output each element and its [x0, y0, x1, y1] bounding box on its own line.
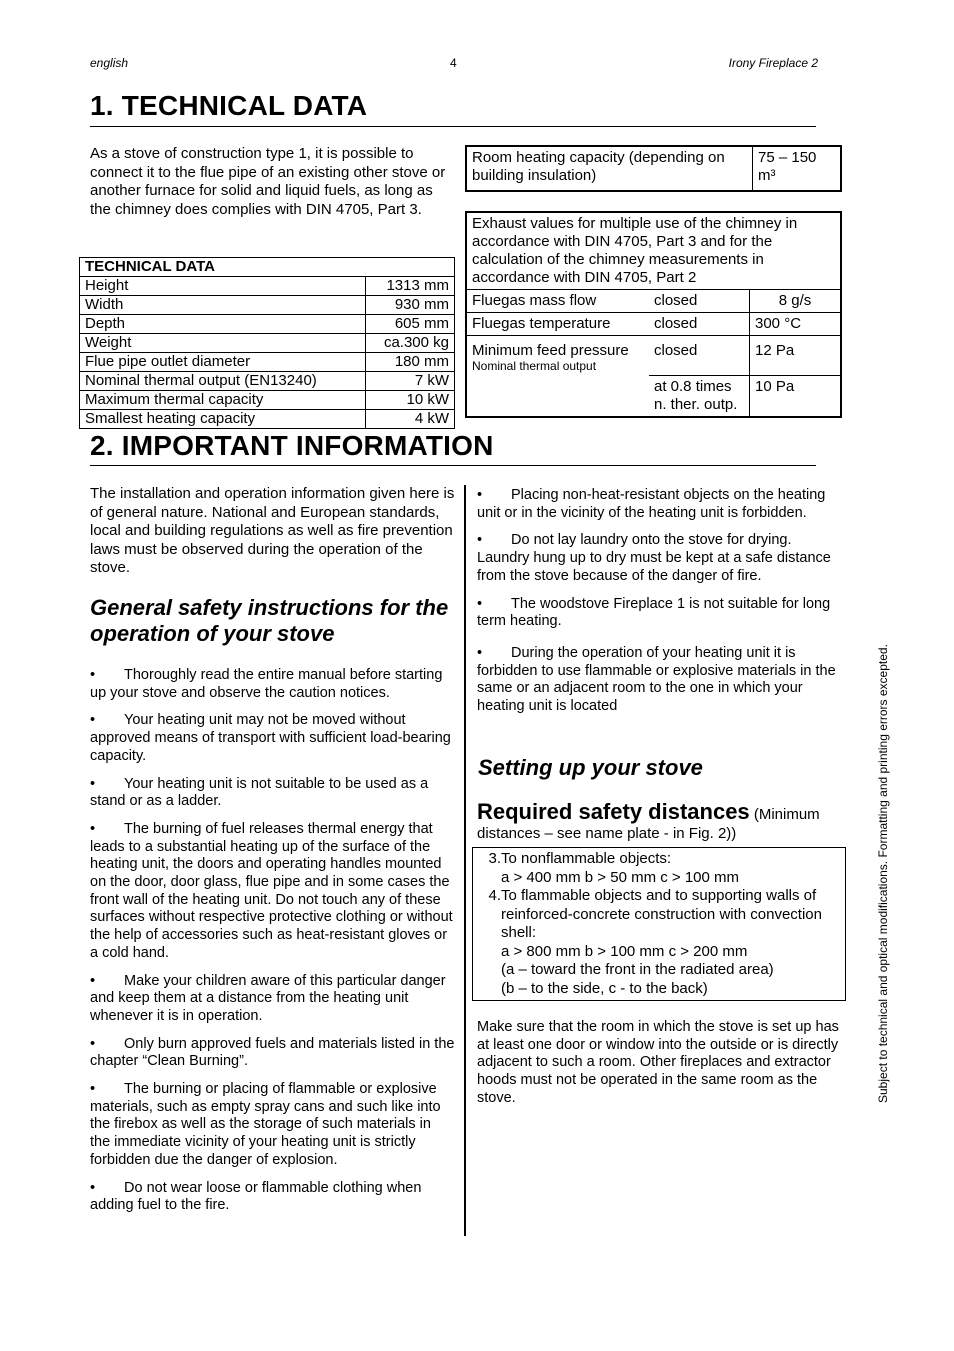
table-row	[80, 315, 455, 334]
distances-heading-block	[477, 799, 842, 843]
exhaust-header: Exhaust values for multiple use of the chimney in accordance with DIN 4705, Part 3 and for the calculation of the chimney measurements in accordance with DIN 4705, Part 2	[466, 212, 841, 290]
list-item-text: Only burn approved fuels and materials listed in the chapter “Clean Burning”.	[90, 1035, 455, 1070]
list-item-text: The woodstove Fireplace 1 is not suitable for long term heating.	[477, 595, 831, 630]
list-item	[90, 1036, 455, 1071]
list-item	[90, 973, 455, 1026]
row-value: 180 mm	[365, 353, 454, 372]
safety-instructions-heading: General safety instructions for the operation of your stove	[90, 595, 449, 646]
distances-heading: Required safety distances	[477, 799, 750, 824]
table-row	[80, 410, 455, 429]
section-2-rule	[90, 465, 816, 466]
side-disclaimer: Subject to technical and optical modifications. Formatting and printing errors excepted.	[876, 644, 890, 1103]
distance-number: 4.	[488, 887, 501, 904]
list-item	[90, 776, 455, 811]
bullet-icon: •	[90, 712, 96, 729]
room-heating-table	[465, 145, 842, 192]
row-value: 10 kW	[365, 391, 454, 410]
exhaust-values-table	[465, 211, 842, 418]
list-item	[473, 850, 845, 887]
setup-heading: Setting up your stove	[478, 755, 703, 780]
list-item	[90, 712, 455, 765]
row-label: Flue pipe outlet diameter	[80, 353, 366, 372]
table-row	[466, 336, 841, 376]
table-row	[80, 334, 455, 353]
row-label: Maximum thermal capacity	[80, 391, 366, 410]
distances-box	[472, 847, 846, 1001]
row-value: 7 kW	[365, 372, 454, 391]
exhaust-condition: closed	[649, 290, 750, 313]
list-item-text: Do not lay laundry onto the stove for drying. Laundry hung up to dry must be kept at a safe distance from the stove because of the danger of fire.	[477, 532, 831, 584]
distance-line: To flammable objects and to supporting walls of reinforced-concrete construction with convection shell:	[501, 887, 822, 941]
technical-data-table	[79, 257, 455, 429]
bullet-icon: •	[477, 487, 483, 503]
list-item-text: Thoroughly read the entire manual before starting up your stove and observe the caution notices.	[90, 667, 443, 701]
section-1-intro: As a stove of construction type 1, it is possible to connect it to the flue pipe of an existing other stove or another furnace for solid and liquid fuels, as long as the chimney does complies with DIN 4705, Part 3.	[90, 145, 446, 218]
list-item	[477, 596, 839, 631]
exhaust-value: 10 Pa	[755, 377, 795, 395]
list-item-text: The burning or placing of flammable or explosive materials, such as empty spray cans and such like into the firebox as well as the storage of such materials in the immediate vicinity of your heating unit is strictly forbidden due the danger of explosion.	[90, 1081, 441, 1168]
row-value: ca.300 kg	[365, 334, 454, 353]
row-value: 4 kW	[365, 410, 454, 429]
list-item-text: Your heating unit is not suitable to be used as a stand or as a ladder.	[90, 775, 429, 810]
row-value: 930 mm	[365, 296, 454, 315]
row-label: Nominal thermal output (EN13240)	[80, 372, 366, 391]
bullet-icon: •	[90, 1035, 96, 1052]
table-row	[80, 353, 455, 372]
bullet-icon: •	[90, 972, 96, 989]
list-item	[477, 532, 839, 585]
section-1-rule	[90, 126, 816, 127]
header-page-number: 4	[450, 56, 457, 70]
exhaust-value: 300 °C	[750, 313, 842, 336]
section-2-intro: The installation and operation information given here is of general nature. National and European standards, local and building regulations as well as fire prevention laws must be observed during the operation of the stove.	[90, 485, 455, 576]
distance-number: 3.	[488, 850, 501, 867]
distance-line: a > 400 mm b > 50 mm c > 100 mm	[501, 868, 740, 886]
exhaust-condition: closed	[649, 336, 750, 376]
bullet-icon: •	[477, 644, 483, 661]
distances-note: (Minimum distances – see name plate - in Fig. 2))	[477, 806, 820, 842]
table-row	[80, 391, 455, 410]
list-item	[473, 887, 845, 998]
bullet-icon: •	[90, 1179, 96, 1196]
list-item-text: The burning of fuel releases thermal energy that leads to a substantial heating up of the surface of the heating unit, the doors and operating handles mounted on the door, door glass, flue pipe and in some cases the front wall of the heating unit. Do not touch any of these surfaces without respective protective clothing or without the help of accessories such as heat-resistant gloves or a cold hand.	[90, 820, 453, 961]
exhaust-label: Fluegas temperature	[466, 313, 649, 336]
row-label: Height	[80, 277, 366, 296]
row-label: Smallest heating capacity	[80, 410, 366, 429]
technical-data-header: TECHNICAL DATA	[80, 258, 455, 277]
header-product: Irony Fireplace 2	[728, 56, 818, 70]
row-value: 1313 mm	[365, 277, 454, 296]
list-item	[90, 821, 455, 963]
list-item-text: Your heating unit may not be moved without approved means of transport with sufficient load-bearing capacity.	[90, 712, 451, 764]
row-label: Weight	[80, 334, 366, 353]
bullet-icon: •	[90, 667, 96, 683]
distance-line: a > 800 mm b > 100 mm c > 200 mm	[501, 942, 748, 960]
row-value: 605 mm	[365, 315, 454, 334]
table-row	[466, 290, 841, 313]
bullet-icon: •	[90, 820, 96, 837]
bullet-icon: •	[477, 595, 483, 612]
bullet-icon: •	[477, 532, 483, 549]
list-item	[477, 487, 839, 522]
section-2-title: 2. IMPORTANT INFORMATION	[90, 430, 494, 461]
list-item-text: Placing non-heat-resistant objects on the heating unit or in the vicinity of the heating unit is forbidden.	[477, 487, 826, 521]
left-bullet-list	[90, 667, 455, 1215]
list-item	[477, 645, 839, 716]
exhaust-condition: at 0.8 times n. ther. outp.	[649, 375, 750, 417]
bullet-icon: •	[90, 1081, 96, 1098]
exhaust-sublabel: Nominal thermal output	[472, 359, 597, 373]
row-label: Width	[80, 296, 366, 315]
table-row	[80, 372, 455, 391]
distance-line: To nonflammable objects:	[501, 850, 672, 867]
exhaust-label: Minimum feed pressure	[472, 342, 629, 359]
exhaust-condition: closed	[649, 313, 750, 336]
list-item	[90, 1180, 455, 1215]
room-heating-label: Room heating capacity (depending on building insulation)	[466, 146, 753, 191]
exhaust-label: Fluegas mass flow	[466, 290, 649, 313]
list-item	[90, 667, 455, 702]
table-row	[80, 277, 455, 296]
table-row	[466, 375, 841, 417]
exhaust-value: 8 g/s	[750, 290, 842, 313]
list-item-text: Do not wear loose or flammable clothing when adding fuel to the fire.	[90, 1179, 422, 1214]
table-row	[466, 313, 841, 336]
room-note: Make sure that the room in which the stove is set up has at least one door or window into the outside or is directly adjacent to such a room. Other fireplaces and extractor hoods must not be operated in the same room as the stove.	[477, 1019, 839, 1106]
section-1-title: 1. TECHNICAL DATA	[90, 90, 368, 121]
right-bullet-list	[477, 487, 839, 716]
distance-line: (a – toward the front in the radiated area)	[501, 961, 774, 978]
list-item	[90, 1081, 455, 1170]
column-divider	[464, 485, 466, 1236]
exhaust-value: 12 Pa	[750, 336, 842, 376]
row-label: Depth	[80, 315, 366, 334]
header-language: english	[90, 56, 129, 70]
list-item-text: During the operation of your heating unit it is forbidden to use flammable or explosive materials in the same or an adjacent room to the one in which your heating unit is located	[477, 644, 836, 715]
table-row	[80, 296, 455, 315]
list-item-text: Make your children aware of this particular danger and keep them at a distance from the heating unit whenever it is in operation.	[90, 972, 446, 1024]
exhaust-label	[466, 375, 649, 417]
distance-line: (b – to the side, c - to the back)	[501, 979, 708, 997]
room-heating-value: 75 – 150 m³	[758, 149, 817, 184]
bullet-icon: •	[90, 775, 96, 792]
